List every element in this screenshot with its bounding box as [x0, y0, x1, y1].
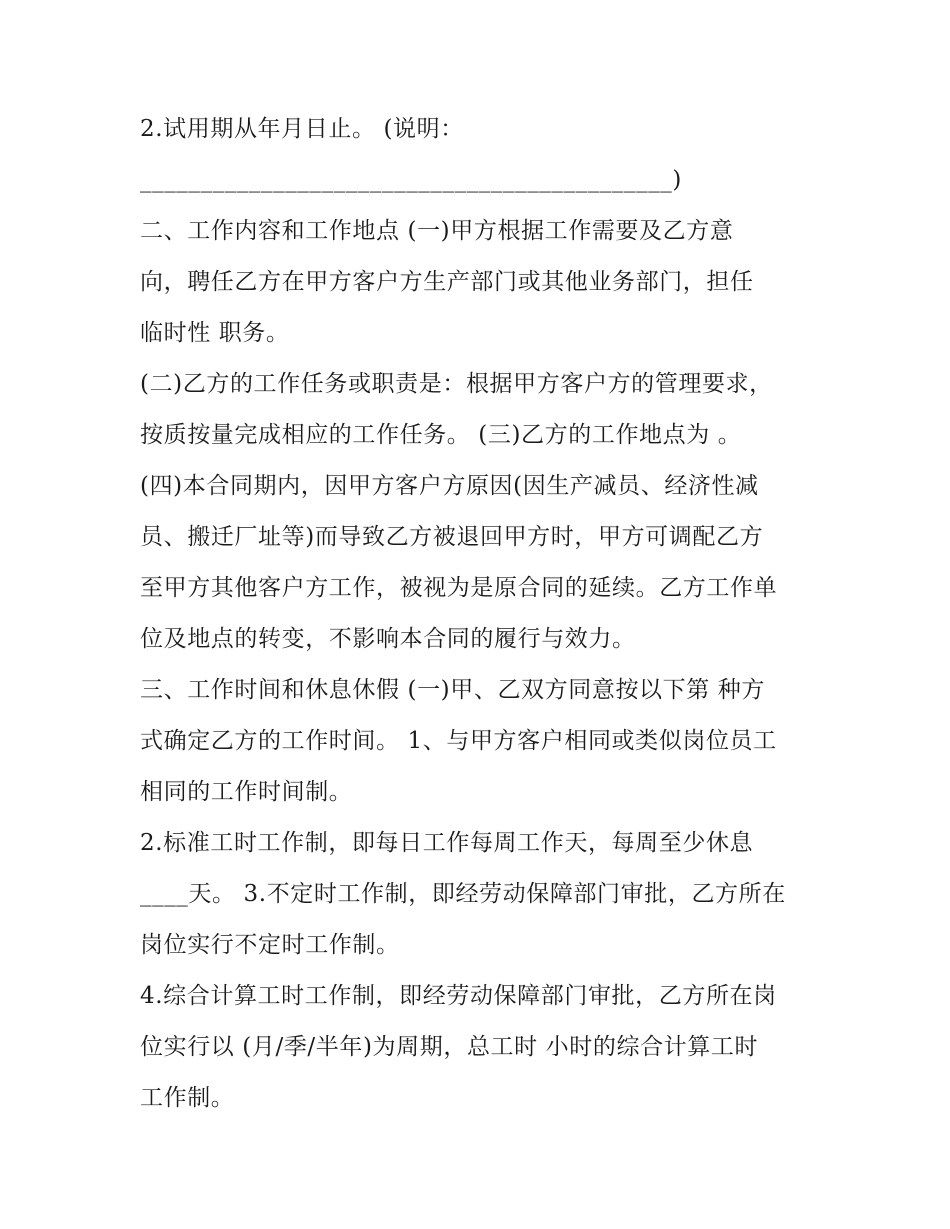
- text-line: 2.标准工时工作制，即每日工作每周工作天，每周至少休息: [140, 830, 754, 856]
- text-line: 岗位实行不定时工作制。: [140, 932, 400, 958]
- document-body: [140, 104, 830, 1124]
- text-line: 式确定乙方的工作时间。 1、与甲方客户相同或类似岗位员工: [140, 728, 777, 754]
- text-line: 2.试用期从年月日止。 (说明：: [140, 116, 464, 142]
- text-line: 工作制。: [140, 1085, 235, 1111]
- text-line: 位实行以 (月/季/半年)为周期，总工时 小时的综合计算工时: [140, 1034, 759, 1060]
- text-line: 二、工作内容和工作地点 (一)甲方根据工作需要及乙方意: [140, 218, 734, 244]
- text-line: 临时性 职务。: [140, 320, 290, 346]
- text-line: (四)本合同期内，因甲方客户方原因(因生产减员、经济性减: [140, 473, 759, 499]
- text-line: 4.综合计算工时工作制，即经劳动保障部门审批，乙方所在岗: [140, 983, 777, 1009]
- text-line: ____天。 3.不定时工作制，即经劳动保障部门审批，乙方所在: [140, 881, 786, 907]
- text-line: 三、工作时间和休息休假 (一)甲、乙双方同意按以下第 种方: [140, 677, 765, 703]
- text-line: 向，聘任乙方在甲方客户方生产部门或其他业务部门，担任: [140, 269, 754, 295]
- text-line: 相同的工作时间制。: [140, 779, 353, 805]
- text-line: (二)乙方的工作任务或职责是：根据甲方客户方的管理要求，: [140, 371, 773, 397]
- text-line: ____________________________________________): [140, 167, 682, 193]
- text-line: 位及地点的转变，不影响本合同的履行与效力。: [140, 626, 636, 652]
- text-line: 至甲方其他客户方工作，被视为是原合同的延续。乙方工作单: [140, 575, 778, 601]
- text-line: 按质按量完成相应的工作任务。 (三)乙方的工作地点为 。: [140, 422, 742, 448]
- text-line: 员、搬迁厂址等)而导致乙方被退回甲方时，甲方可调配乙方: [140, 524, 764, 550]
